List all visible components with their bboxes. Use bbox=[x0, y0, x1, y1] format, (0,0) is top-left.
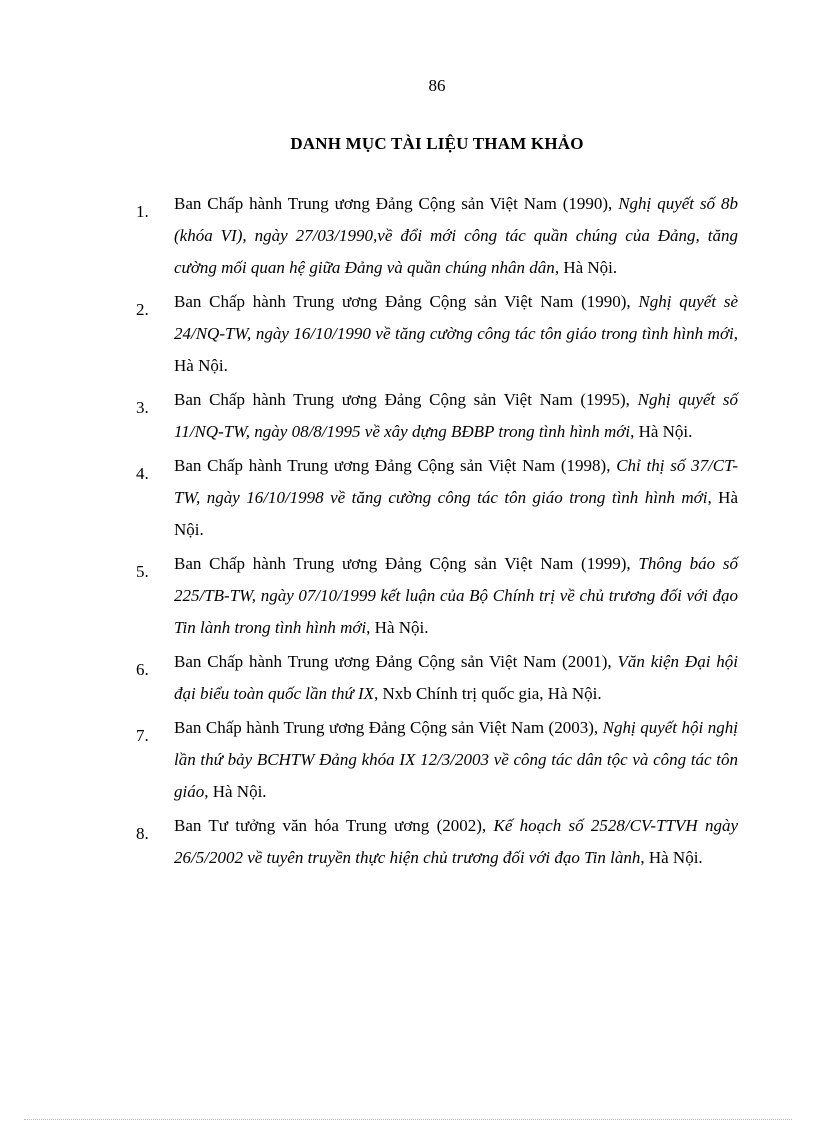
page-number: 86 bbox=[428, 76, 446, 95]
reference-item-2 bbox=[0, 286, 816, 382]
reference-tail: , Hà Nội. bbox=[204, 782, 267, 801]
reference-number: 1. bbox=[136, 202, 149, 221]
reference-text bbox=[174, 286, 738, 382]
reference-item-1 bbox=[0, 188, 816, 284]
reference-title: Nghị quyết số 11/NQ-TW, ngày 08/8/1995 về xây dựng BĐBP trong tình hình mới bbox=[174, 390, 738, 441]
reference-lead: Ban Chấp hành Trung ương Đảng Cộng sản Việt Nam (1999), bbox=[174, 554, 639, 573]
reference-title: Thông báo số 225/TB-TW, ngày 07/10/1999 kết luận của Bộ Chính trị về chủ trương đối với đạo Tin lành trong tình hình mới bbox=[174, 554, 738, 637]
reference-item-8 bbox=[0, 810, 816, 874]
reference-title: Chỉ thị số 37/CT-TW, ngày 16/10/1998 về tăng cường công tác tôn giáo trong tình hình mới bbox=[174, 456, 738, 507]
reference-title: Văn kiện Đại hội đại biểu toàn quốc lần thứ IX bbox=[174, 652, 738, 703]
page-title: DANH MỤC TÀI LIỆU THAM KHẢO bbox=[290, 134, 584, 153]
reference-text bbox=[174, 548, 738, 644]
reference-text bbox=[174, 712, 738, 808]
reference-item-3 bbox=[0, 384, 816, 448]
reference-lead: Ban Chấp hành Trung ương Đảng Cộng sản Việt Nam (1998), bbox=[174, 456, 617, 475]
reference-title: Nghị quyết số 8b (khóa VI), ngày 27/03/1990,về đổi mới công tác quần chúng của Đảng, tăng cường mối quan hệ giữa Đảng và quần chúng nhân dân bbox=[174, 194, 738, 277]
reference-list bbox=[0, 188, 816, 876]
reference-tail: , Hà Nội. bbox=[554, 258, 618, 277]
reference-number: 4. bbox=[136, 464, 149, 483]
reference-item-7 bbox=[0, 712, 816, 808]
reference-number: 3. bbox=[136, 398, 149, 417]
reference-title: Kế hoạch số 2528/CV-TTVH ngày 26/5/2002 về tuyên truyền thực hiện chủ trương đối với đạo Tin lành bbox=[174, 816, 738, 867]
reference-text bbox=[174, 384, 738, 448]
reference-text bbox=[174, 450, 738, 546]
reference-title: Nghị quyết hội nghị lần thứ bảy BCHTW Đảng khóa IX 12/3/2003 về công tác dân tộc và công tác tôn giáo bbox=[174, 718, 738, 801]
reference-item-6 bbox=[0, 646, 816, 710]
reference-title: Nghị quyết sè 24/NQ-TW, ngày 16/10/1990 về tăng cường công tác tôn giáo trong tình hình mới bbox=[174, 292, 738, 343]
reference-tail: , Hà Nội. bbox=[640, 848, 703, 867]
reference-lead: Ban Chấp hành Trung ương Đảng Cộng sản Việt Nam (2001), bbox=[174, 652, 618, 671]
reference-text bbox=[174, 188, 738, 284]
reference-number: 6. bbox=[136, 660, 149, 679]
reference-tail: , Hà Nội. bbox=[630, 422, 693, 441]
reference-tail: , Hà Nội. bbox=[366, 618, 429, 637]
reference-tail: , Hà Nội. bbox=[174, 324, 738, 375]
reference-lead: Ban Tư tưởng văn hóa Trung ương (2002), bbox=[174, 816, 494, 835]
reference-tail: , Hà Nội. bbox=[174, 488, 738, 539]
reference-lead: Ban Chấp hành Trung ương Đảng Cộng sản Việt Nam (1995), bbox=[174, 390, 638, 409]
footer-divider bbox=[24, 1119, 792, 1120]
reference-tail: , Nxb Chính trị quốc gia, Hà Nội. bbox=[374, 684, 602, 703]
reference-number: 8. bbox=[136, 824, 149, 843]
reference-number: 7. bbox=[136, 726, 149, 745]
reference-lead: Ban Chấp hành Trung ương Đảng Cộng sản Việt Nam (1990), bbox=[174, 194, 619, 213]
reference-text bbox=[174, 810, 738, 874]
reference-number: 2. bbox=[136, 300, 149, 319]
reference-lead: Ban Chấp hành Trung ương Đảng Cộng sản Việt Nam (2003), bbox=[174, 718, 603, 737]
reference-lead: Ban Chấp hành Trung ương Đảng Cộng sản Việt Nam (1990), bbox=[174, 292, 639, 311]
reference-item-5 bbox=[0, 548, 816, 644]
reference-number: 5. bbox=[136, 562, 149, 581]
reference-text bbox=[174, 646, 738, 710]
reference-item-4 bbox=[0, 450, 816, 546]
